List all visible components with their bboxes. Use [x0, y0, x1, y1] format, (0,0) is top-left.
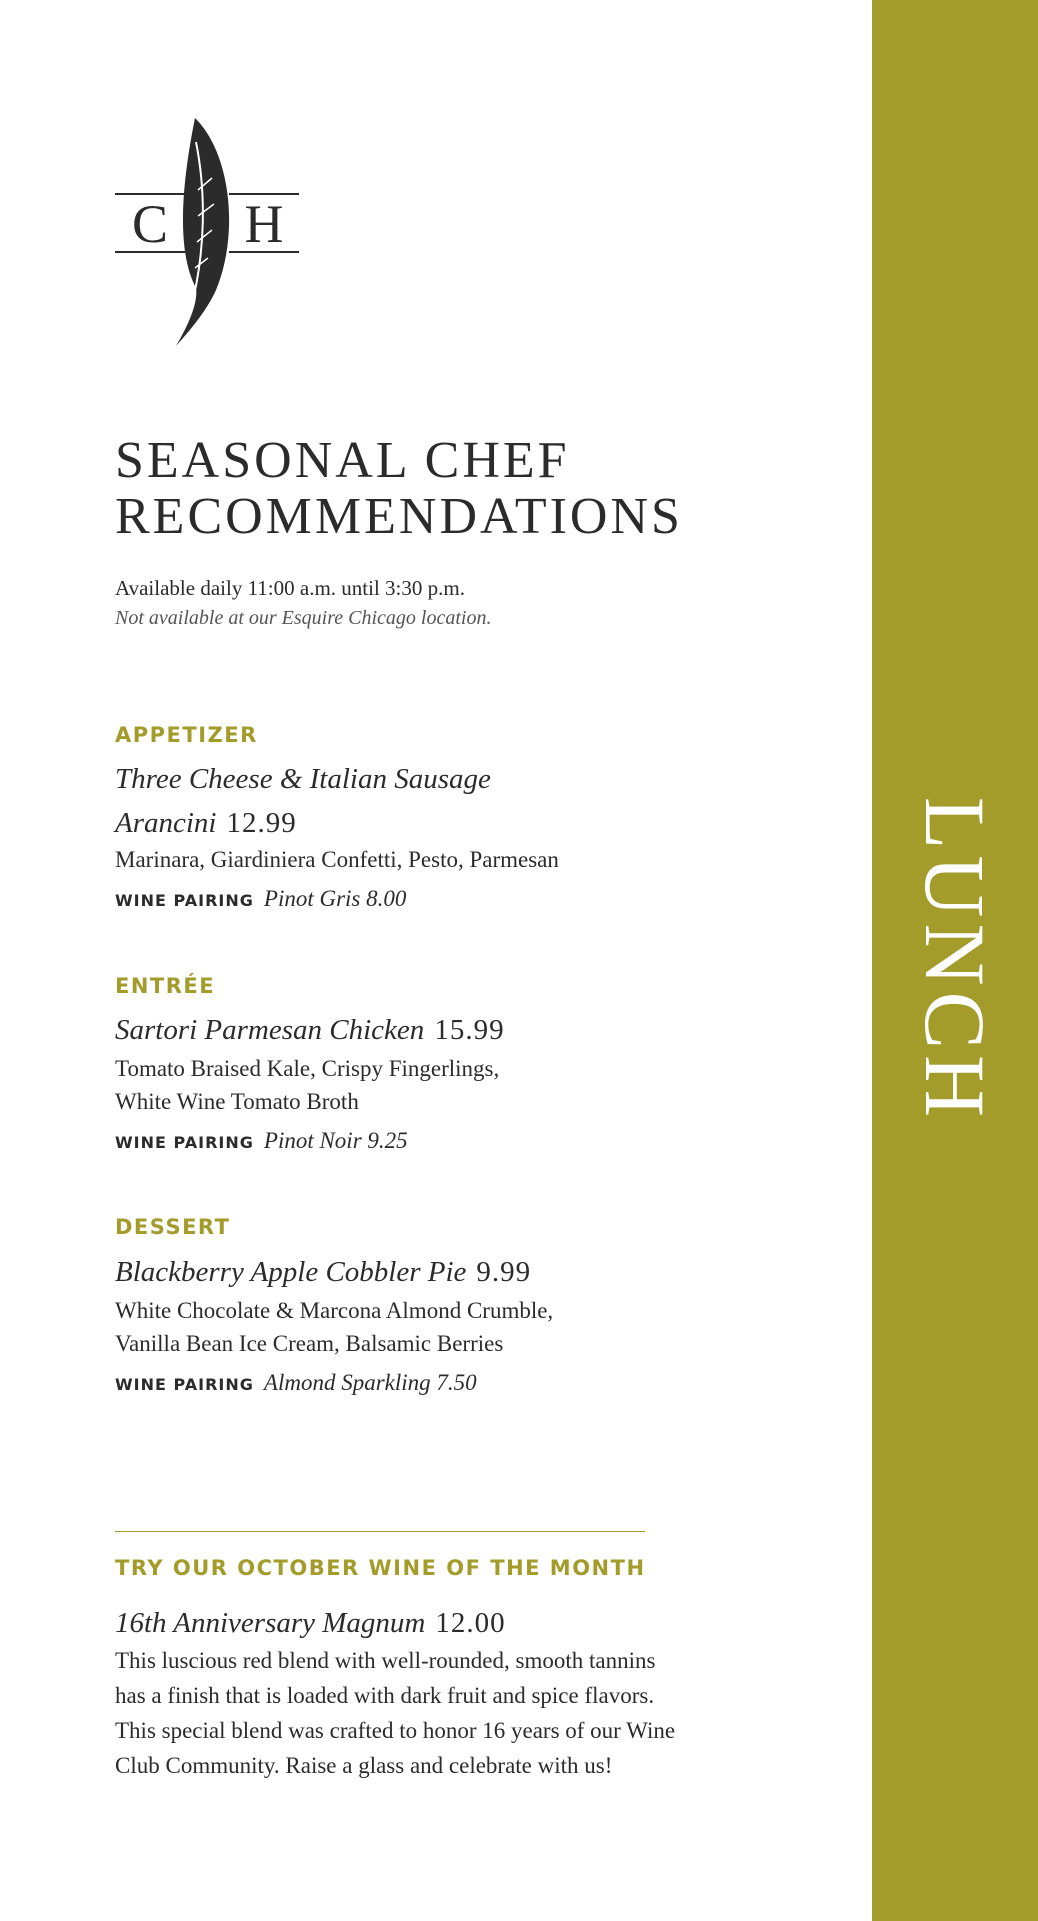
description-line: Club Community. Raise a glass and celebrate with us!: [115, 1753, 613, 1778]
description-line: Tomato Braised Kale, Crispy Fingerlings,: [115, 1056, 500, 1081]
description-line: This special blend was crafted to honor 16 years of our Wine: [115, 1718, 676, 1743]
wine-description: [115, 1643, 755, 1783]
category-dessert: DESSERT: [115, 1215, 231, 1239]
description-line: White Chocolate & Marcona Almond Crumble,: [115, 1298, 554, 1323]
availability-note: Not available at our Esquire Chicago location.: [115, 607, 492, 629]
dish-name: Arancini: [115, 807, 217, 839]
description-line: Vanilla Bean Ice Cream, Balsamic Berries: [115, 1331, 504, 1356]
description-line: Marinara, Giardiniera Confetti, Pesto, Parmesan: [115, 847, 559, 872]
dish-name-line: [115, 801, 297, 845]
dish-name-line: [115, 757, 491, 801]
title-line: RECOMMENDATIONS: [115, 488, 683, 545]
description-line: White Wine Tomato Broth: [115, 1089, 359, 1114]
dish-price: 9.99: [476, 1256, 532, 1288]
description-line: This luscious red blend with well-rounded, smooth tannins: [115, 1648, 656, 1673]
wine-price: 12.00: [435, 1607, 506, 1639]
dish-price: 15.99: [434, 1014, 505, 1046]
title-line: SEASONAL CHEF: [115, 432, 570, 489]
dish-description: [115, 1294, 553, 1360]
wine-pairing-label: WINE PAIRING: [115, 1133, 254, 1152]
wine-of-month-title: [115, 1601, 506, 1645]
description-line: has a finish that is loaded with dark fruit and spice flavors.: [115, 1683, 655, 1708]
brand-logo: [112, 112, 302, 352]
sidebar-label: LUNCH: [907, 796, 1003, 1124]
dish-description: [115, 843, 559, 876]
dish-name: Three Cheese & Italian Sausage: [115, 763, 491, 795]
category-entree: ENTRÉE: [115, 974, 216, 998]
dish-name: Sartori Parmesan Chicken: [115, 1014, 425, 1046]
lunch-sidebar: [872, 0, 1038, 1921]
dish-name: Blackberry Apple Cobbler Pie: [115, 1256, 467, 1288]
wine-of-month-heading: TRY OUR OCTOBER WINE OF THE MONTH: [115, 1556, 646, 1580]
section-divider: [115, 1531, 645, 1532]
svg-text:C: C: [131, 194, 169, 254]
dish-name-line: [115, 1250, 531, 1294]
wine-pairing: [115, 1370, 477, 1396]
wine-pairing-value: Almond Sparkling 7.50: [263, 1370, 477, 1395]
wine-pairing: [115, 1128, 408, 1154]
wine-pairing: [115, 886, 406, 912]
category-appetizer: APPETIZER: [115, 723, 258, 747]
wine-pairing-label: WINE PAIRING: [115, 1375, 254, 1394]
dish-name-line: [115, 1008, 505, 1052]
wine-pairing-value: Pinot Gris 8.00: [263, 886, 407, 911]
svg-text:H: H: [244, 194, 284, 254]
wine-pairing-value: Pinot Noir 9.25: [263, 1128, 408, 1153]
wine-name: 16th Anniversary Magnum: [115, 1607, 426, 1639]
dish-price: 12.99: [226, 807, 297, 839]
availability-text: Available daily 11:00 a.m. until 3:30 p.m.: [115, 576, 465, 600]
wine-pairing-label: WINE PAIRING: [115, 891, 254, 910]
page-title: [115, 433, 855, 545]
dish-description: [115, 1052, 499, 1118]
feather-icon: [112, 112, 302, 352]
